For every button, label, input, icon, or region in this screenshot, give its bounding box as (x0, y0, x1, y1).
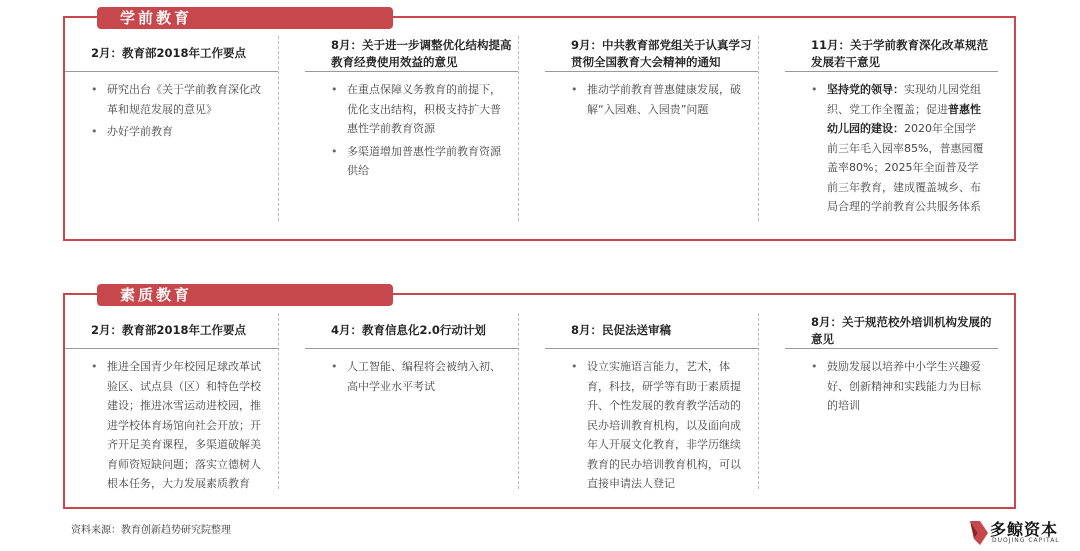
list-item: • 在重点保障义务教育的前提下，优化支出结构，积极支持扩大普惠性学前教育资源 (331, 80, 518, 139)
column-title: 9月：中共教育部党组关于认真学习贯彻全国教育大会精神的通知 (545, 36, 758, 72)
column-title: 2月：教育部2018年工作要点 (65, 313, 278, 349)
list-item: • 推进全国青少年校园足球改革试验区、试点县（区）和特色学校建设；推进冰雪运动进校园，推进学校体育场馆向社会开放；开齐开足美育课程，多渠道破解美育师资短缺问题；落实立德树人根本任务，大力发展素质教育 (91, 357, 278, 494)
list-item: • 设立实施语言能力，艺术，体育，科技，研学等有助于素质提升、个性发展的教育教学活动的民办培训教育机构，以及面向成年人开展文化教育，非学历继续教育的民办培训教育机构，可以直接申请法人登记 (571, 357, 758, 494)
list-item: • 鼓励发展以培养中小学生兴趣爱好、创新精神和实践能力为目标的培训 (811, 357, 998, 416)
logo-name: 多鲸资本 (990, 520, 1059, 539)
column (65, 36, 279, 221)
column (305, 36, 519, 221)
column (545, 36, 759, 221)
whale-logo-icon (968, 517, 990, 547)
column-title: 8月：关于规范校外培训机构发展的意见 (785, 313, 998, 349)
source-note: 资料来源：教育创新趋势研究院整理 (71, 525, 231, 536)
section-quality-education (63, 286, 1016, 509)
body-text: 2020年全国学前三年毛入园率85%，普惠园覆盖率80%；2025年全面普及学前三年教育，建成覆盖城乡、布局合理的学前教育公共服务体系 (827, 122, 984, 213)
column-title: 8月：民促法送审稿 (545, 313, 758, 349)
section-tag: 素质教育 (97, 284, 393, 306)
column (65, 313, 279, 489)
list-item (811, 80, 998, 217)
column (785, 313, 998, 489)
list-item: • 人工智能、编程将会被纳入初、高中学业水平考试 (331, 357, 518, 396)
logo-sub: DUOJING CAPITAL (992, 537, 1060, 544)
column-title: 4月：教育信息化2.0行动计划 (305, 313, 518, 349)
column-title: 8月：关于进一步调整优化结构提高教育经费使用效益的意见 (305, 36, 518, 72)
column (305, 313, 519, 489)
bold-text: 坚持党的领导： (827, 83, 904, 96)
body-text: 实现幼儿园党组织、党工作全覆盖；促进 (827, 83, 981, 116)
column-title: 11月：关于学前教育深化改革规范发展若干意见 (785, 36, 998, 72)
section-preschool (63, 9, 1016, 241)
list-item: • 办好学前教育 (91, 122, 278, 142)
column (545, 313, 759, 489)
list-item: • 多渠道增加普惠性学前教育资源供给 (331, 142, 518, 181)
column-title: 2月：教育部2018年工作要点 (65, 36, 278, 72)
section-tag: 学前教育 (97, 7, 393, 29)
brand-logo (968, 517, 1078, 547)
list-item: • 推动学前教育普惠健康发展，破解“入园难、入园贵”问题 (571, 80, 758, 119)
bold-text: 普惠性幼儿园的建设： (827, 102, 981, 135)
list-item: • 研究出台《关于学前教育深化改革和规范发展的意见》 (91, 80, 278, 119)
column (785, 36, 998, 221)
